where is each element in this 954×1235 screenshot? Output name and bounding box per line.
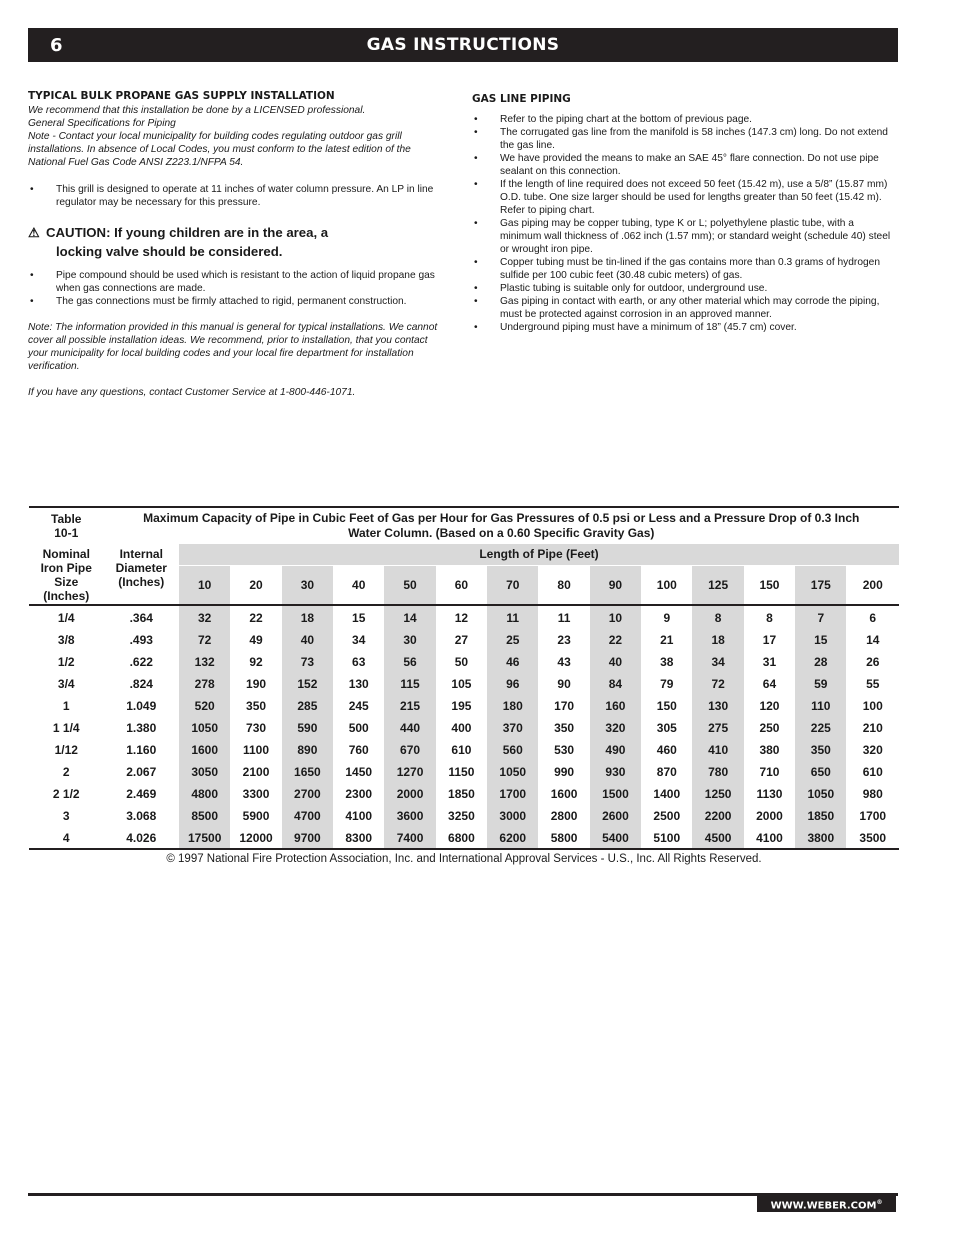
list-item: • The gas connections must be firmly attached to rigid, permanent construction.: [28, 295, 448, 308]
nominal-size-cell: 1: [62, 699, 70, 713]
page-title: GAS INSTRUCTIONS: [366, 35, 560, 55]
internal-diameter-cell: 2.067: [126, 765, 157, 779]
nominal-size-cell: 3: [62, 809, 70, 823]
capacity-cell: 2300: [345, 787, 373, 801]
nominal-size-cell: 4: [62, 830, 70, 845]
capacity-cell: 8: [692, 605, 743, 629]
list-item: • Gas piping may be copper tubing, type K or L; polyethylene plastic tube, with a minimum wall thickness of .062 inch (1.57 mm); or standard weight (schedule 40) steel or wrought iron pipe.: [472, 217, 897, 256]
capacity-cell: 72: [692, 673, 743, 695]
capacity-cell: 210: [862, 721, 883, 735]
capacity-cell: 152: [282, 673, 333, 695]
capacity-cell: 870: [656, 765, 677, 779]
capacity-cell: 15: [795, 629, 846, 651]
length-header-cell: 100: [656, 577, 677, 592]
capacity-cell: 27: [454, 633, 469, 647]
list-item: • Gas piping in contact with earth, or any other material which may corrode the piping, must be protected against corrosion in an approved manner.: [472, 295, 897, 321]
capacity-cell: 1050: [795, 783, 846, 805]
nominal-size-cell: 3/4: [57, 677, 75, 691]
capacity-cell: 370: [487, 717, 538, 739]
length-header-cell: 150: [759, 577, 780, 592]
caution-notice: [28, 223, 448, 261]
capacity-cell: 2800: [550, 809, 578, 823]
capacity-cell: 79: [660, 677, 674, 691]
intro-specs-text: General Specifications for Piping: [28, 118, 176, 129]
internal-diameter-cell: 1.160: [126, 743, 157, 757]
table-body: [29, 605, 899, 849]
capacity-cell: 32: [179, 605, 230, 629]
capacity-cell: 90: [557, 677, 571, 691]
capacity-cell: 1130: [756, 787, 783, 801]
capacity-cell: 22: [590, 629, 641, 651]
length-of-pipe-header: Length of Pipe (Feet): [179, 544, 899, 565]
capacity-cell: 670: [384, 739, 435, 761]
length-header-cell: 30: [282, 565, 333, 605]
gas-line-bullet-list: [472, 113, 897, 334]
capacity-cell: 8: [766, 610, 773, 625]
capacity-cell: 3050: [179, 761, 230, 783]
pressure-bullet-list: [28, 183, 448, 209]
capacity-cell: 350: [246, 699, 267, 713]
capacity-cell: 132: [179, 651, 230, 673]
list-item: • This grill is designed to operate at 11 inches of water column pressure. An LP in line regulator may be necessary for this pressure.: [28, 183, 448, 209]
capacity-cell: 18: [692, 629, 743, 651]
capacity-cell: 115: [384, 673, 435, 695]
bulk-propane-heading: TYPICAL BULK PROPANE GAS SUPPLY INSTALLATION: [28, 90, 335, 102]
capacity-cell: 890: [282, 739, 333, 761]
length-header-cell: 40: [352, 577, 366, 592]
table-row: [29, 761, 899, 783]
internal-diameter-cell: .824: [129, 677, 153, 691]
capacity-cell: 410: [692, 739, 743, 761]
capacity-cell: 1270: [384, 761, 435, 783]
capacity-cell: 15: [352, 610, 366, 625]
capacity-cell: 5400: [590, 827, 641, 849]
page-number: 6: [50, 35, 63, 56]
intro-licensed-text: We recommend that this installation be done by a LICENSED professional.: [28, 105, 366, 116]
capacity-cell: 92: [249, 655, 263, 669]
pipe-capacity-table: [29, 506, 899, 850]
capacity-cell: 50: [454, 655, 469, 669]
capacity-cell: 12000: [239, 830, 273, 845]
footer-website: WWW.WEBER.COM®: [757, 1194, 896, 1212]
internal-diameter-cell: .364: [129, 610, 153, 625]
right-column: [472, 93, 897, 334]
capacity-cell: 350: [795, 739, 846, 761]
capacity-cell: 225: [795, 717, 846, 739]
table-row: [29, 827, 899, 849]
nominal-size-cell: 2: [62, 765, 70, 779]
capacity-cell: 110: [795, 695, 846, 717]
table-row: [29, 605, 899, 629]
page-header-bar: [28, 28, 898, 62]
capacity-cell: 26: [866, 655, 880, 669]
capacity-cell: 730: [246, 721, 267, 735]
nominal-size-cell: 1/12: [54, 743, 78, 757]
capacity-cell: 3250: [448, 809, 475, 823]
capacity-cell: 120: [759, 699, 780, 713]
list-item: • We have provided the means to make an SAE 45° flare connection. Do not use pipe sealant on this connection.: [472, 152, 897, 178]
capacity-cell: 55: [866, 677, 880, 691]
capacity-cell: 1850: [448, 787, 475, 801]
capacity-cell: 2100: [242, 765, 270, 779]
capacity-cell: 650: [795, 761, 846, 783]
capacity-cell: 31: [762, 655, 777, 669]
capacity-cell: 195: [451, 699, 472, 713]
capacity-cell: 7400: [384, 827, 435, 849]
table-label: Table 10-1: [51, 512, 82, 540]
length-header-cell: 200: [862, 577, 883, 592]
capacity-cell: 5900: [242, 809, 270, 823]
capacity-cell: 18: [282, 605, 333, 629]
capacity-cell: 34: [692, 651, 743, 673]
capacity-cell: 17500: [179, 827, 230, 849]
intro-note-text: Note - Contact your local municipality for building codes regulating outdoor gas grill installations. In absence of Local Codes, you must conform to the latest edition of the National Fuel Gas Code ANSI Z223.1/NFPA 54.: [28, 131, 411, 168]
capacity-cell: 1250: [692, 783, 743, 805]
capacity-cell: 350: [554, 721, 575, 735]
capacity-cell: 11: [487, 605, 538, 629]
capacity-cell: 3300: [242, 787, 270, 801]
list-item: • Underground piping must have a minimum of 18” (45.7 cm) cover.: [472, 321, 897, 334]
capacity-cell: 1050: [179, 717, 230, 739]
internal-diameter-cell: 4.026: [126, 830, 157, 845]
table-row: [29, 673, 899, 695]
capacity-cell: 1150: [448, 765, 475, 779]
capacity-cell: 760: [348, 743, 369, 757]
capacity-cell: 2500: [653, 809, 681, 823]
length-header-cell: 50: [384, 565, 435, 605]
capacity-cell: 2700: [282, 783, 333, 805]
nominal-size-cell: 1/2: [57, 655, 75, 669]
capacity-cell: 440: [384, 717, 435, 739]
capacity-cell: 4500: [692, 827, 743, 849]
length-header-row: [29, 544, 899, 565]
capacity-cell: 278: [179, 673, 230, 695]
capacity-cell: 130: [692, 695, 743, 717]
table-row: [29, 739, 899, 761]
capacity-cell: 59: [795, 673, 846, 695]
capacity-cell: 1600: [550, 787, 578, 801]
table-row: [29, 783, 899, 805]
capacity-cell: 84: [590, 673, 641, 695]
capacity-cell: 530: [554, 743, 575, 757]
capacity-cell: 1050: [487, 761, 538, 783]
length-header-cell: 20: [249, 577, 263, 592]
capacity-cell: 1650: [282, 761, 333, 783]
capacity-cell: 40: [282, 629, 333, 651]
connection-bullet-list: [28, 269, 448, 308]
capacity-cell: 170: [554, 699, 575, 713]
installation-note: Note: The information provided in this manual is general for typical installations. We cannot cover all possible installation ideas. We recommend, prior to installation, that you contact your municipality for local building codes and your local fire department for installation verification.: [28, 322, 438, 372]
capacity-cell: 100: [862, 699, 883, 713]
capacity-cell: 105: [451, 677, 472, 691]
capacity-cell: 1100: [243, 743, 270, 757]
registered-mark: ®: [876, 1199, 883, 1206]
capacity-cell: 1700: [487, 783, 538, 805]
capacity-cell: 11: [557, 610, 571, 625]
table-row: [29, 651, 899, 673]
nominal-size-cell: 1/4: [57, 610, 75, 625]
capacity-cell: 380: [759, 743, 780, 757]
capacity-cell: 305: [656, 721, 677, 735]
capacity-cell: 1450: [345, 765, 373, 779]
capacity-cell: 21: [660, 633, 674, 647]
capacity-cell: 73: [282, 651, 333, 673]
capacity-cell: 1850: [795, 805, 846, 827]
capacity-cell: 63: [352, 655, 366, 669]
table-caption-row: [29, 507, 899, 544]
capacity-cell: 500: [348, 721, 369, 735]
capacity-cell: 49: [249, 633, 263, 647]
capacity-cell: 3500: [859, 830, 887, 845]
capacity-cell: 180: [487, 695, 538, 717]
capacity-cell: 320: [590, 717, 641, 739]
capacity-cell: 4100: [345, 809, 373, 823]
capacity-cell: 245: [348, 699, 369, 713]
capacity-cell: 2200: [692, 805, 743, 827]
nominal-size-header: Nominal Iron Pipe Size (Inches): [29, 544, 104, 605]
gas-line-piping-heading: GAS LINE PIPING: [472, 93, 571, 105]
table-row: [29, 805, 899, 827]
list-item: • Pipe compound should be used which is resistant to the action of liquid propane gas when gas connections are made.: [28, 269, 448, 295]
nominal-size-cell: 3/8: [57, 633, 75, 647]
length-header-cell: 10: [179, 565, 230, 605]
nominal-size-cell: 1 1/4: [52, 721, 80, 735]
capacity-cell: 980: [862, 787, 883, 801]
internal-diameter-cell: 1.380: [126, 721, 157, 735]
left-column: [28, 90, 448, 399]
capacity-cell: 7: [795, 605, 846, 629]
length-header-cell: 125: [692, 565, 743, 605]
capacity-cell: 64: [762, 677, 777, 691]
capacity-cell: 17: [762, 633, 777, 647]
capacity-cell: 43: [557, 655, 571, 669]
capacity-cell: 6200: [487, 827, 538, 849]
capacity-cell: 2000: [756, 809, 783, 823]
capacity-cell: 28: [795, 651, 846, 673]
table-caption: Maximum Capacity of Pipe in Cubic Feet of Gas per Hour for Gas Pressures of 0.5 psi or Less and a Pressure Drop of 0.3 Inch Water Column. (Based on a 0.60 Specific Gravity Gas): [143, 511, 860, 540]
capacity-cell: 275: [692, 717, 743, 739]
internal-diameter-cell: 3.068: [126, 809, 157, 823]
caution-line-1: CAUTION: If young children are in the area, a: [46, 225, 329, 240]
capacity-cell: 14: [866, 633, 880, 647]
length-header-cell: 70: [487, 565, 538, 605]
capacity-cell: 6: [869, 610, 877, 625]
capacity-cell: 4800: [179, 783, 230, 805]
capacity-cell: 40: [590, 651, 641, 673]
table-row: [29, 717, 899, 739]
internal-diameter-cell: 1.049: [126, 699, 157, 713]
capacity-cell: 250: [759, 721, 780, 735]
list-item: • Plastic tubing is suitable only for outdoor, underground use.: [472, 282, 897, 295]
capacity-cell: 460: [656, 743, 677, 757]
capacity-cell: 1600: [179, 739, 230, 761]
capacity-cell: 23: [557, 633, 571, 647]
capacity-cell: 215: [384, 695, 435, 717]
capacity-cell: 190: [246, 677, 267, 691]
length-header-cell: 90: [590, 565, 641, 605]
capacity-cell: 2600: [590, 805, 641, 827]
capacity-cell: 490: [590, 739, 641, 761]
list-item: • If the length of line required does not exceed 50 feet (15.42 m), use a 5/8” (15.87 mm) O.D. tube. One size larger should be used for lengths greater than 50 feet (15.42 m). Refer to piping chart.: [472, 178, 897, 217]
capacity-cell: 38: [660, 655, 674, 669]
nominal-size-cell: 2 1/2: [52, 787, 80, 801]
list-item: • Refer to the piping chart at the bottom of previous page.: [472, 113, 897, 126]
capacity-cell: 5800: [550, 830, 578, 845]
capacity-cell: 56: [384, 651, 435, 673]
capacity-cell: 320: [862, 743, 883, 757]
internal-diameter-cell: .622: [129, 655, 153, 669]
internal-diameter-header: Internal Diameter (Inches): [104, 544, 180, 605]
capacity-cell: 6800: [448, 830, 475, 845]
capacity-cell: 30: [384, 629, 435, 651]
warning-triangle-icon: ⚠: [28, 225, 40, 240]
capacity-cell: 72: [179, 629, 230, 651]
capacity-cell: 130: [348, 677, 369, 691]
capacity-cell: 8500: [179, 805, 230, 827]
table-row: [29, 695, 899, 717]
capacity-cell: 4700: [282, 805, 333, 827]
capacity-cell: 3000: [487, 805, 538, 827]
capacity-cell: 3800: [795, 827, 846, 849]
capacity-cell: 520: [179, 695, 230, 717]
capacity-cell: 12: [454, 610, 469, 625]
capacity-cell: 930: [590, 761, 641, 783]
capacity-cell: 610: [451, 743, 472, 757]
list-item: • Copper tubing must be tin-lined if the gas contains more than 0.3 grams of hydrogen sulfide per 100 cubic feet (30.48 cubic meters) of gas.: [472, 256, 897, 282]
capacity-cell: 610: [862, 765, 883, 779]
capacity-cell: 1700: [859, 809, 887, 823]
capacity-cell: 990: [554, 765, 575, 779]
capacity-cell: 46: [487, 651, 538, 673]
capacity-cell: 2000: [384, 783, 435, 805]
copyright-notice: © 1997 National Fire Protection Association, Inc. and International Approval Services - U.S., Inc. All Rights Reserved.: [166, 853, 762, 865]
capacity-cell: 1500: [590, 783, 641, 805]
capacity-cell: 96: [487, 673, 538, 695]
length-header-cell: 175: [795, 565, 846, 605]
capacity-cell: 710: [759, 765, 780, 779]
capacity-cell: 10: [590, 605, 641, 629]
capacity-cell: 9700: [282, 827, 333, 849]
caution-line-2: locking valve should be considered.: [56, 244, 283, 259]
capacity-cell: 1400: [653, 787, 681, 801]
capacity-cell: 3600: [384, 805, 435, 827]
length-header-cell: 60: [454, 577, 469, 592]
capacity-cell: 590: [282, 717, 333, 739]
capacity-cell: 9: [663, 610, 671, 625]
capacity-cell: 560: [487, 739, 538, 761]
table-row: [29, 629, 899, 651]
capacity-cell: 5100: [653, 830, 681, 845]
internal-diameter-cell: .493: [129, 633, 153, 647]
capacity-cell: 400: [451, 721, 472, 735]
capacity-cell: 780: [692, 761, 743, 783]
internal-diameter-cell: 2.469: [126, 787, 157, 801]
capacity-cell: 14: [384, 605, 435, 629]
capacity-cell: 150: [656, 699, 677, 713]
capacity-cell: 160: [590, 695, 641, 717]
capacity-cell: 25: [487, 629, 538, 651]
capacity-cell: 4100: [756, 830, 783, 845]
capacity-cell: 285: [282, 695, 333, 717]
capacity-cell: 8300: [345, 830, 373, 845]
capacity-cell: 22: [249, 610, 263, 625]
length-header-cell: 80: [557, 577, 571, 592]
capacity-cell: 34: [352, 633, 366, 647]
list-item: • The corrugated gas line from the manifold is 58 inches (147.3 cm) long. Do not extend the gas line.: [472, 126, 897, 152]
customer-service-contact: If you have any questions, contact Customer Service at 1-800-446-1071.: [28, 387, 356, 398]
